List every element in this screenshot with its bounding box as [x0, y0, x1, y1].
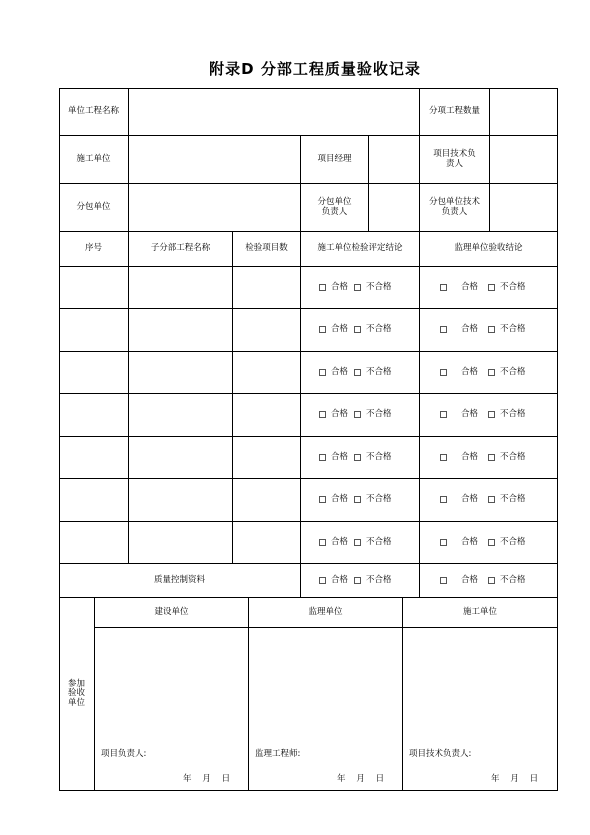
fail-option[interactable]: 不合格 — [354, 368, 392, 378]
column-header-construction-conclusion: 施工单位检验评定结论 — [301, 232, 420, 267]
supervision-conclusion-cell — [420, 522, 558, 564]
sub-division-cell[interactable] — [129, 394, 233, 437]
checkbox-icon[interactable] — [488, 454, 495, 461]
sub-division-cell[interactable] — [129, 309, 233, 352]
fail-option[interactable]: 不合格 — [354, 576, 392, 586]
pass-option[interactable]: 合格 — [440, 410, 478, 420]
index-cell[interactable] — [59, 394, 129, 437]
fail-option[interactable]: 不合格 — [354, 283, 392, 293]
checkbox-icon[interactable] — [440, 577, 447, 584]
column-header-sub-division: 子分部工程名称 — [129, 232, 233, 267]
pass-option[interactable]: 合格 — [319, 576, 348, 586]
checkbox-icon[interactable] — [488, 369, 495, 376]
checkbox-icon[interactable] — [488, 539, 495, 546]
contractor-unit-header: 施工单位 — [403, 598, 558, 628]
index-cell[interactable] — [59, 437, 129, 479]
subcontract-lead-field[interactable] — [369, 184, 420, 232]
checkbox-icon[interactable] — [440, 539, 447, 546]
item-count-cell[interactable] — [233, 352, 301, 394]
project-manager-field[interactable] — [369, 136, 420, 184]
contractor-date: 年 月 日 — [491, 774, 539, 784]
supervision-signer-label: 监理工程师: — [255, 749, 301, 759]
supervision-conclusion-cell — [420, 309, 558, 352]
pass-option[interactable]: 合格 — [319, 410, 348, 420]
pass-option[interactable]: 合格 — [440, 283, 478, 293]
construction-conclusion-cell — [301, 479, 420, 522]
subcontract-unit-label: 分包单位 — [59, 184, 129, 232]
column-header-item-count: 检验项目数 — [233, 232, 301, 267]
checkbox-icon[interactable] — [354, 496, 361, 503]
supervision-conclusion-cell — [420, 352, 558, 394]
pass-option[interactable]: 合格 — [440, 495, 478, 505]
index-cell[interactable] — [59, 522, 129, 564]
checkbox-icon[interactable] — [440, 326, 447, 333]
page-title: 附录D 分部工程质量验收记录 — [209, 60, 421, 78]
checkbox-icon[interactable] — [319, 369, 326, 376]
index-cell[interactable] — [59, 352, 129, 394]
item-count-cell[interactable] — [233, 479, 301, 522]
pass-option[interactable]: 合格 — [440, 325, 478, 335]
fail-option[interactable]: 不合格 — [488, 283, 526, 293]
checkbox-icon[interactable] — [440, 496, 447, 503]
construction-unit-field[interactable] — [129, 136, 301, 184]
supervision-conclusion-cell — [420, 479, 558, 522]
checkbox-icon[interactable] — [319, 411, 326, 418]
sub-division-cell[interactable] — [129, 437, 233, 479]
pass-option[interactable]: 合格 — [319, 325, 348, 335]
quality-control-construction-conclusion — [301, 564, 420, 598]
project-manager-label: 项目经理 — [301, 136, 369, 184]
checkbox-icon[interactable] — [440, 411, 447, 418]
fail-option[interactable]: 不合格 — [488, 325, 526, 335]
checkbox-icon[interactable] — [319, 539, 326, 546]
supervision-signature-area[interactable] — [249, 628, 403, 791]
project-tech-lead-label: 项目技术负责人 — [420, 136, 490, 184]
sub-division-cell[interactable] — [129, 522, 233, 564]
construction-conclusion-cell — [301, 267, 420, 309]
unit-project-name-field[interactable] — [129, 88, 420, 136]
subcontract-unit-field[interactable] — [129, 184, 301, 232]
checkbox-icon[interactable] — [354, 454, 361, 461]
fail-option[interactable]: 不合格 — [488, 453, 526, 463]
checkbox-icon[interactable] — [440, 284, 447, 291]
construction-unit-label: 施工单位 — [59, 136, 129, 184]
checkbox-icon[interactable] — [488, 284, 495, 291]
pass-option[interactable]: 合格 — [440, 538, 478, 548]
index-cell[interactable] — [59, 267, 129, 309]
supervision-conclusion-cell — [420, 437, 558, 479]
fail-option[interactable]: 不合格 — [354, 495, 392, 505]
sub-item-count-label: 分项工程数量 — [420, 88, 490, 136]
construction-conclusion-cell — [301, 394, 420, 437]
fail-option[interactable]: 不合格 — [354, 453, 392, 463]
contractor-signature-area[interactable] — [403, 628, 558, 791]
pass-option[interactable]: 合格 — [319, 453, 348, 463]
checkbox-icon[interactable] — [354, 369, 361, 376]
unit-project-name-label: 单位工程名称 — [59, 88, 129, 136]
item-count-cell[interactable] — [233, 437, 301, 479]
participants-label-cell — [59, 598, 95, 791]
checkbox-icon[interactable] — [354, 326, 361, 333]
construction-conclusion-cell — [301, 437, 420, 479]
item-count-cell[interactable] — [233, 522, 301, 564]
fail-option[interactable]: 不合格 — [354, 325, 392, 335]
checkbox-icon[interactable] — [319, 496, 326, 503]
checkbox-icon[interactable] — [440, 369, 447, 376]
checkbox-icon[interactable] — [319, 577, 326, 584]
checkbox-icon[interactable] — [440, 454, 447, 461]
construction-conclusion-cell — [301, 309, 420, 352]
supervision-conclusion-cell — [420, 267, 558, 309]
fail-option[interactable]: 不合格 — [354, 538, 392, 548]
pass-option[interactable]: 合格 — [440, 576, 478, 586]
checkbox-icon[interactable] — [354, 411, 361, 418]
pass-option[interactable]: 合格 — [319, 495, 348, 505]
pass-option[interactable]: 合格 — [319, 283, 348, 293]
column-header-supervision-conclusion: 监理单位验收结论 — [420, 232, 558, 267]
fail-option[interactable]: 不合格 — [354, 410, 392, 420]
fail-option[interactable]: 不合格 — [488, 576, 526, 586]
checkbox-icon[interactable] — [488, 411, 495, 418]
construction-conclusion-cell — [301, 522, 420, 564]
item-count-cell[interactable] — [233, 267, 301, 309]
index-cell[interactable] — [59, 479, 129, 522]
checkbox-icon[interactable] — [354, 539, 361, 546]
checkbox-icon[interactable] — [319, 284, 326, 291]
subcontract-tech-lead-label: 分包单位技术负责人 — [420, 184, 490, 232]
checkbox-icon[interactable] — [354, 284, 361, 291]
quality-control-label: 质量控制资料 — [59, 564, 301, 598]
sub-division-cell[interactable] — [129, 352, 233, 394]
pass-option[interactable]: 合格 — [440, 368, 478, 378]
checkbox-icon[interactable] — [488, 326, 495, 333]
item-count-cell[interactable] — [233, 394, 301, 437]
project-tech-lead-field[interactable] — [490, 136, 558, 184]
subcontract-lead-label: 分包单位负责人 — [301, 184, 369, 232]
sub-division-cell[interactable] — [129, 479, 233, 522]
supervision-unit-header: 监理单位 — [249, 598, 403, 628]
column-header-index: 序号 — [59, 232, 129, 267]
pass-option[interactable]: 合格 — [319, 538, 348, 548]
owner-unit-header: 建设单位 — [95, 598, 249, 628]
construction-conclusion-cell — [301, 352, 420, 394]
checkbox-icon[interactable] — [488, 577, 495, 584]
pass-option[interactable]: 合格 — [440, 453, 478, 463]
subcontract-tech-lead-field[interactable] — [490, 184, 558, 232]
participants-label: 参加验收单位 — [67, 678, 85, 708]
checkbox-icon[interactable] — [319, 454, 326, 461]
pass-option[interactable]: 合格 — [319, 368, 348, 378]
fail-option[interactable]: 不合格 — [488, 410, 526, 420]
owner-signer-label: 项目负责人: — [101, 749, 147, 759]
contractor-signer-label: 项目技术负责人: — [409, 749, 472, 759]
supervision-date: 年 月 日 — [337, 774, 385, 784]
owner-date: 年 月 日 — [183, 774, 231, 784]
sub-division-cell[interactable] — [129, 267, 233, 309]
sub-item-count-field[interactable] — [490, 88, 558, 136]
item-count-cell[interactable] — [233, 309, 301, 352]
fail-option[interactable]: 不合格 — [488, 495, 526, 505]
owner-signature-area[interactable] — [95, 628, 249, 791]
fail-option[interactable]: 不合格 — [488, 538, 526, 548]
checkbox-icon[interactable] — [319, 326, 326, 333]
supervision-conclusion-cell — [420, 394, 558, 437]
index-cell[interactable] — [59, 309, 129, 352]
checkbox-icon[interactable] — [488, 496, 495, 503]
fail-option[interactable]: 不合格 — [488, 368, 526, 378]
quality-control-supervision-conclusion — [420, 564, 558, 598]
checkbox-icon[interactable] — [354, 577, 361, 584]
